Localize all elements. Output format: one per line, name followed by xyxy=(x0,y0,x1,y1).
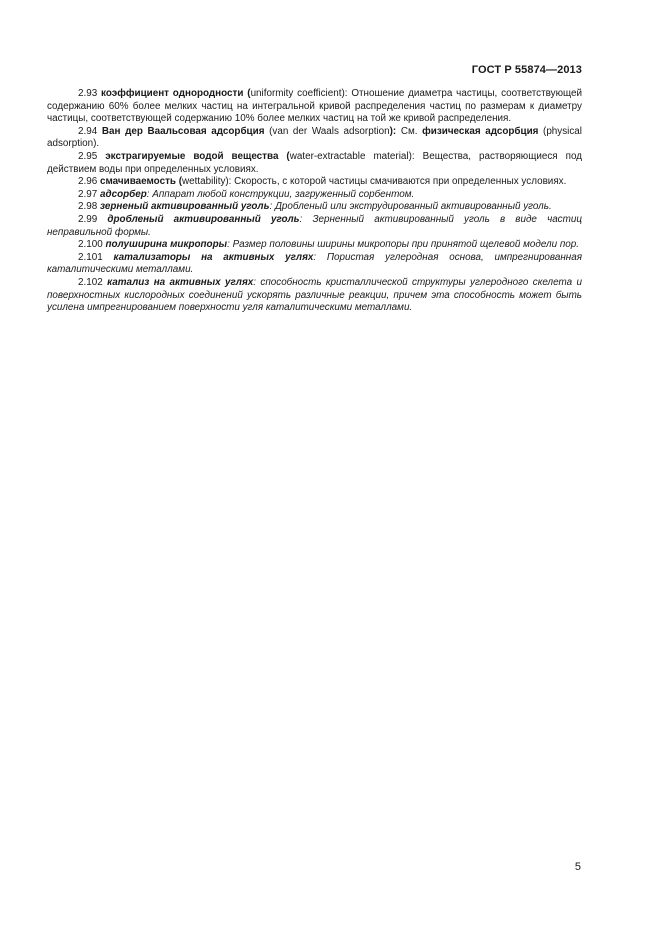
document-header: ГОСТ Р 55874—2013 xyxy=(471,64,582,76)
term-entry-2-97: 2.97 адсорбер: Аппарат любой конструкции, загруженный сорбентом. xyxy=(78,188,415,200)
definition-suffix: (physical adsorption). xyxy=(47,125,582,150)
term-entry-2-99: 2.99 дробленый активированный уголь: Зерненный активированный уголь в виде частиц неправильной формы. xyxy=(47,213,582,238)
term-english: van der Waals adsorption xyxy=(272,125,390,137)
term-name: катализаторы на активных углях xyxy=(113,251,314,263)
term-definition: Размер половины ширины микропоры при принятой щелевой модели пор. xyxy=(232,239,579,251)
entry-number: 2.101 xyxy=(78,251,103,263)
term-name: катализ на активных углях xyxy=(107,276,254,288)
term-english: water-extractable material xyxy=(289,150,409,162)
entry-number: 2.97 xyxy=(78,188,98,200)
term-entry-2-100: 2.100 полуширина микропоры: Размер половины ширины микропоры при принятой щелевой модели пор. xyxy=(78,239,579,251)
definition-reference-term: физическая адсорбция xyxy=(422,125,539,137)
term-definition: Пористая углеродная основа, импрегнированная каталитическими металлами. xyxy=(47,251,582,276)
term-name: адсорбер xyxy=(99,188,147,200)
definition-prefix: См. xyxy=(400,125,423,137)
page-number: 5 xyxy=(574,861,581,873)
term-name: полуширина микропоры xyxy=(105,239,228,251)
entry-number: 2.98 xyxy=(78,201,98,213)
term-definition: способность кристаллической структуры углеродного скелета и поверхностных кислородных соединений ускорять различные реакции, причем эта способность может быть усилена импрегнированием поверхности угля каталитическими металлами. xyxy=(47,276,582,314)
entry-number: 2.100 xyxy=(78,239,103,251)
term-name: коэффициент однородности xyxy=(101,88,244,99)
term-entry-2-102: 2.102 катализ на активных углях: способность кристаллической структуры углеродного скелета и поверхностных кислородных соединений ускорять различные реакции, причем эта способность может быть усилена импрегнированием поверхности угля каталитическими металлами. xyxy=(47,276,582,314)
term-entry-2-96: 2.96 смачиваемость (wettability): Скорость, с которой частицы смачиваются при определенных условиях. xyxy=(78,176,567,188)
term-name: зерненый активированный уголь xyxy=(99,201,270,213)
term-entry-2-94: 2.94 Ван дер Ваальсовая адсорбция (van der Waals adsorption): См. физическая адсорбция (physical adsorption). xyxy=(47,125,582,150)
term-definition: Скорость, с которой частицы смачиваются при определенных условиях. xyxy=(234,176,567,188)
entry-number: 2.102 xyxy=(78,276,103,288)
term-definition: Зерненный активированный уголь в виде частиц неправильной формы. xyxy=(47,213,582,238)
term-definition: Дробленый или экструдированный активированный уголь. xyxy=(274,201,552,213)
term-name: экстрагируемые водой вещества xyxy=(105,150,279,162)
term-name: дробленый активированный уголь xyxy=(107,213,300,225)
term-definition: Вещества, растворяющиеся под действием воды при определенных условиях. xyxy=(47,150,582,175)
entry-number: 2.94 xyxy=(78,125,98,137)
term-definition: Отношение диаметра частицы, соответствующей содержанию 60% более мелких частиц на интегральной кривой распределения частиц по размерам к диаметру частицы, соответствующей содержанию 10% более мелких частиц на той же кривой распределения. xyxy=(47,88,582,125)
terms-list xyxy=(47,88,582,315)
term-definition: Аппарат любой конструкции, загруженный сорбентом. xyxy=(152,188,415,200)
term-entry-2-98: 2.98 зерненый активированный уголь: Дробленый или экструдированный активированный уголь. xyxy=(78,201,552,213)
term-entry-2-101: 2.101 катализаторы на активных углях: Пористая углеродная основа, импрегнированная каталитическими металлами. xyxy=(47,251,582,276)
entry-number: 2.93 xyxy=(78,88,98,99)
term-entry-2-93: 2.93 коэффициент однородности (uniformity coefficient): Отношение диаметра частицы, соответствующей содержанию 60% более мелких частиц на интегральной кривой распределения частиц по размерам к диаметру частицы, соответствующей содержанию 10% более мелких частиц на той же кривой распределения. xyxy=(47,88,582,125)
term-english: uniformity coefficient xyxy=(250,88,342,99)
term-name: смачиваемость xyxy=(99,176,176,188)
entry-number: 2.99 xyxy=(78,213,98,225)
entry-number: 2.95 xyxy=(78,150,98,162)
term-entry-2-95: 2.95 экстрагируемые водой вещества (water-extractable material): Вещества, растворяющиеся под действием воды при определенных условиях. xyxy=(47,150,582,175)
term-english: wettability xyxy=(182,176,226,188)
entry-number: 2.96 xyxy=(78,176,98,188)
term-name: Ван дер Ваальсовая адсорбция xyxy=(101,125,265,137)
